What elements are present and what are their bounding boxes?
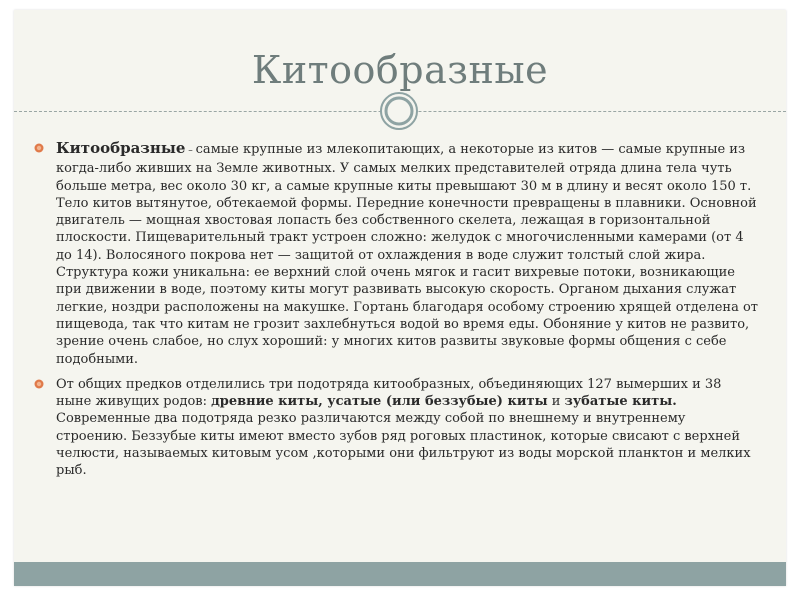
lead-dash: – xyxy=(185,146,196,156)
slide-content xyxy=(34,140,760,488)
paragraph-2-text-a: От общих предков отделились три подотряда китообразных, объединяющих 127 вымерших и 38 ныне живущих родов: xyxy=(56,376,722,410)
bullet-icon xyxy=(34,379,44,389)
slide xyxy=(14,10,786,586)
circle-ornament-icon xyxy=(379,91,419,131)
paragraph-2-text-b: и xyxy=(547,394,565,410)
paragraph-1-text: самые крупные из млекопитающих, а некоторые из китов — самые крупные из когда-либо живших на Земле животных. У самых мелких представителей отряда длина тела чуть больше метра, вес около 30 кг, а самые крупные киты превышают 30 м в длину и весят около 150 т. Тело китов вытянутое, обтекаемой формы. Передние конечности превращены в плавники. Основной двигатель — мощная хвостовая лопасть без собственного скелета, лежащая в горизонтальной плоскости. Пищеварительный тракт устроен сложно: желудок с многочисленными камерами (от 4 до 14). Волосяного покрова нет — защитой от охлаждения в воде служит толстый слой жира. Структура кожи уникальна: ее верхний слой очень мягок и гасит вихревые потоки, возникающие при движении в воде, поэтому киты могут развивать высокую скорость. Органом дыхания служат легкие, ноздри расположены на макушке. Гортань благодаря особому строению хрящей отделена от пищевода, так что китам не грозит захлебнуться водой во время еды. Обоняние у китов не развито, зрение очень слабое, но слух хороший: у многих китов развиты звуковые формы общения с себе подобными. xyxy=(56,142,758,367)
bullet-icon xyxy=(34,143,44,153)
paragraph-1 xyxy=(34,140,760,368)
paragraph-2 xyxy=(34,376,760,480)
footer-band xyxy=(14,562,786,586)
highlight-toothed: зубатые киты. xyxy=(564,394,677,410)
lead-term: Китообразные xyxy=(56,139,186,157)
highlight-suborders: древние киты, усатые (или беззубые) киты xyxy=(211,394,548,410)
paragraph-2-text-c: Современные два подотряда резко различаются между собой по внешнему и внутреннему строению. Беззубые киты имеют вместо зубов ряд роговых пластинок, которые свисают с верхней челюсти, называемых китовым усом ,которыми они фильтруют из воды морской планктон и мелких рыб. xyxy=(56,411,751,479)
slide-title: Китообразные xyxy=(251,48,549,92)
